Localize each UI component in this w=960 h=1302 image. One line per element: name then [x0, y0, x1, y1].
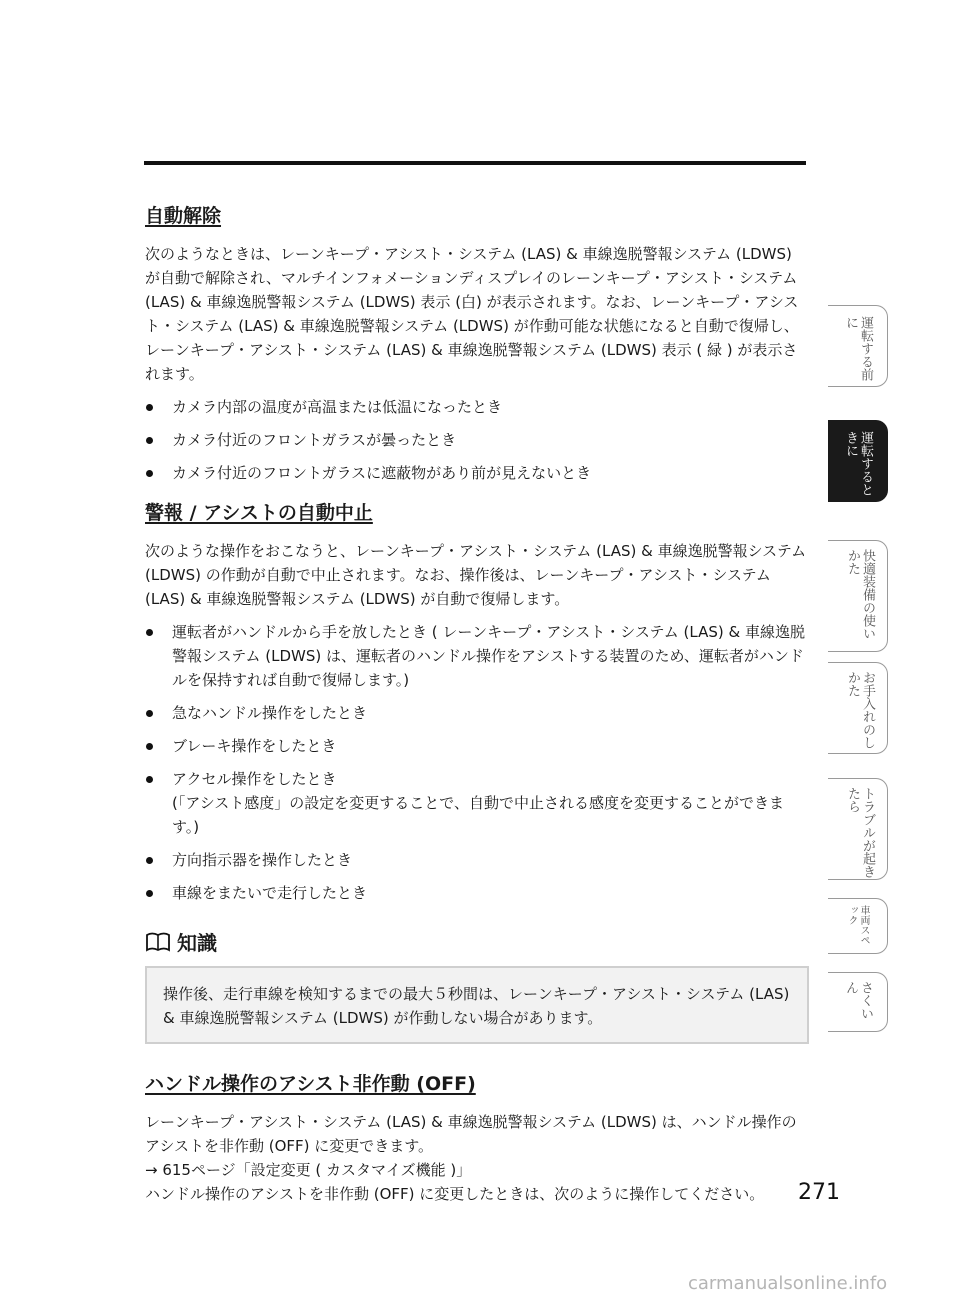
list-item: アクセル操作をしたとき: [145, 767, 809, 791]
list-item: 車線をまたいで走行したとき: [145, 881, 809, 905]
settings-link[interactable]: → 615ページ「設定変更 ( カスタマイズ機能 )」: [145, 1161, 472, 1179]
list-item: 急なハンドル操作をしたとき: [145, 701, 809, 725]
bullet-icon: [146, 743, 153, 750]
bullet-icon: [146, 470, 153, 477]
tab-index[interactable]: さくいん: [828, 972, 888, 1032]
heading-auto-release: 自動解除: [145, 205, 222, 227]
header-rule: [144, 161, 806, 165]
bullet-icon: [146, 629, 153, 636]
list-item: ブレーキ操作をしたとき: [145, 734, 809, 758]
warning-stop-paragraph: 次のような操作をおこなうと、レーンキープ・アシスト・システム (LAS) & 車線逸脱警報システム (LDWS) の作動が自動で中止されます。なお、操作後は、レーンキープ・アシスト・システム (LAS) & 車線逸脱警報システム (LDWS) が自動で復帰します。: [145, 542, 807, 608]
tab-before-driving[interactable]: 運転する前に: [828, 305, 888, 387]
list-item: カメラ付近のフロントガラスに遮蔽物があり前が見えないとき: [145, 461, 809, 485]
heading-warning-stop: 警報 / アシストの自動中止: [145, 502, 373, 524]
tab-vehicle-specs[interactable]: 車両スペック: [828, 898, 888, 954]
list-item: カメラ付近のフロントガラスが曇ったとき: [145, 428, 809, 452]
auto-release-paragraph: 次のようなときは、レーンキープ・アシスト・システム (LAS) & 車線逸脱警報システム (LDWS) が自動で解除され、マルチインフォメーションディスプレイのレーンキープ・アシスト・システム (LAS) & 車線逸脱警報システム (LDWS) 表示 (白) が表示されます。なお、レーンキープ・アシスト・システム (LAS) & 車線逸脱警報システム (LDWS) が作動可能な状態になると自動で復帰し、レーンキープ・アシスト・システム (LAS) & 車線逸脱警報システム (LDWS) 表示 ( 緑 ) が表示されます。: [145, 245, 799, 383]
bullet-icon: [146, 710, 153, 717]
bullet-icon: [146, 776, 153, 783]
bullet-icon: [146, 437, 153, 444]
warning-stop-list: [145, 620, 809, 791]
assist-off-paragraph-2: ハンドル操作のアシストを非作動 (OFF) に変更したときは、次のように操作してください。: [145, 1185, 765, 1203]
knowledge-text: 操作後、走行車線を検知するまでの最大５秒間は、レーンキープ・アシスト・システム (LAS) & 車線逸脱警報システム (LDWS) が作動しない場合があります。: [163, 985, 790, 1027]
page-number: 271: [798, 1180, 840, 1205]
list-item: 方向指示器を操作したとき: [145, 848, 809, 872]
tab-comfort-equipment[interactable]: 快適装備の使いかた: [828, 540, 888, 652]
accel-note: (「アシスト感度」の設定を変更することで、自動で中止される感度を変更することができます。): [172, 794, 785, 836]
assist-off-paragraph: レーンキープ・アシスト・システム (LAS) & 車線逸脱警報システム (LDWS) は、ハンドル操作のアシストを非作動 (OFF) に変更できます。: [145, 1113, 797, 1155]
watermark: carmanualsonline.info: [688, 1273, 888, 1294]
bullet-icon: [146, 890, 153, 897]
knowledge-title: 知識: [177, 931, 217, 955]
heading-assist-off: ハンドル操作のアシスト非作動 (OFF): [145, 1073, 476, 1095]
auto-release-list: [145, 395, 809, 485]
tab-troubleshooting[interactable]: トラブルが起きたら: [828, 778, 888, 880]
bullet-icon: [146, 857, 153, 864]
warning-stop-list-2: [145, 848, 809, 905]
knowledge-box: [145, 966, 809, 1044]
knowledge-header: [145, 927, 809, 956]
book-icon: [145, 929, 171, 955]
list-item: カメラ内部の温度が高温または低温になったとき: [145, 395, 809, 419]
bullet-icon: [146, 404, 153, 411]
main-content: [145, 204, 809, 1206]
tab-maintenance[interactable]: お手入れのしかた: [828, 662, 888, 754]
list-item: 運転者がハンドルから手を放したとき ( レーンキープ・アシスト・システム (LAS) & 車線逸脱警報システム (LDWS) は、運転者のハンドル操作をアシストする装置のため、運転者がハンドルを保持すれば自動で復帰します。): [145, 620, 809, 692]
tab-while-driving[interactable]: 運転するときに: [828, 420, 888, 502]
